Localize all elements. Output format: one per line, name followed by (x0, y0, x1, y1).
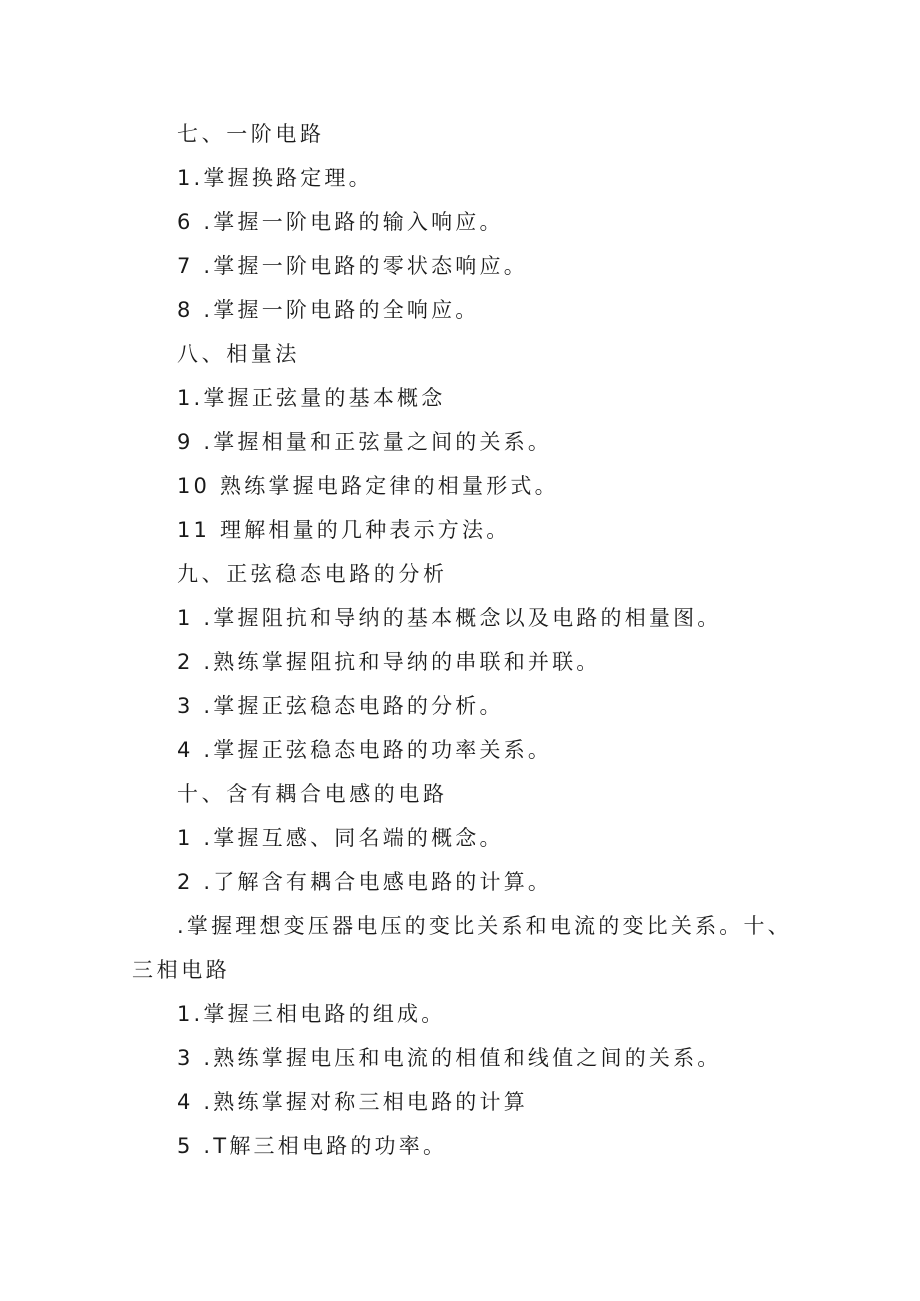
section-heading-coupled-inductance: 十、含有耦合电感的电路 (177, 782, 448, 806)
list-item: 2 .了解含有耦合电感电路的计算。 (177, 870, 553, 894)
list-item: 11 理解相量的几种表示方法。 (177, 518, 511, 542)
list-item: 1.掌握正弦量的基本概念 (177, 386, 446, 410)
list-item: 1.掌握三相电路的组成。 (177, 1002, 446, 1026)
list-item: 3 .掌握正弦稳态电路的分析。 (177, 694, 504, 718)
list-item: 1 .掌握互感、同名端的概念。 (177, 826, 504, 850)
list-item: 4 .熟练掌握对称三相电路的计算 (177, 1090, 528, 1114)
section-heading-three-phase-circuit: 三相电路 (132, 958, 231, 982)
list-item: .掌握理想变压器电压的变比关系和电流的变比关系。十、 (177, 914, 792, 938)
list-item: 4 .掌握正弦稳态电路的功率关系。 (177, 738, 553, 762)
section-heading-first-order-circuit: 七、一阶电路 (177, 122, 325, 146)
list-item: 1 .掌握阻抗和导纳的基本概念以及电路的相量图。 (177, 606, 722, 630)
section-heading-sinusoidal-steady-state: 九、正弦稳态电路的分析 (177, 562, 448, 586)
list-item: 10 熟练掌握电路定律的相量形式。 (177, 474, 559, 498)
list-item: 8 .掌握一阶电路的全响应。 (177, 298, 480, 322)
list-item: 6 .掌握一阶电路的输入响应。 (177, 210, 504, 234)
list-item: 9 .掌握相量和正弦量之间的关系。 (177, 430, 553, 454)
section-heading-phasor-method: 八、相量法 (177, 342, 300, 366)
list-item: 3 .熟练掌握电压和电流的相值和线值之间的关系。 (177, 1046, 722, 1070)
list-item: 2 .熟练掌握阻抗和导纳的串联和并联。 (177, 650, 601, 674)
list-item: 1.掌握换路定理。 (177, 166, 373, 190)
list-item: 5 .T解三相电路的功率。 (177, 1134, 448, 1158)
list-item: 7 .掌握一阶电路的零状态响应。 (177, 254, 528, 278)
